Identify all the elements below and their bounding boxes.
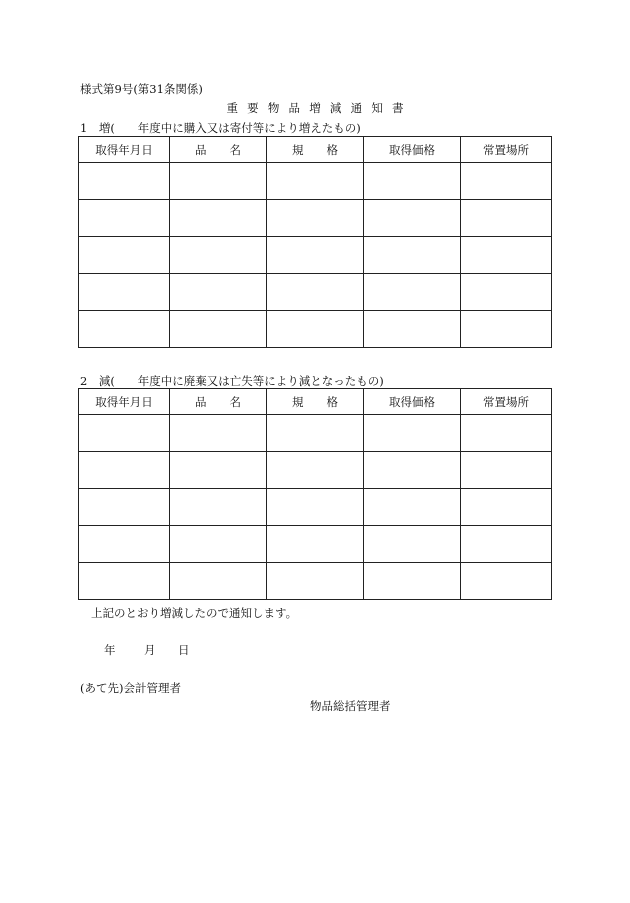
column-header-acquisition-price: 取得価格	[364, 137, 461, 163]
column-header-acquisition-date: 取得年月日	[79, 389, 170, 415]
table-row	[79, 563, 552, 600]
table-cell	[461, 237, 552, 274]
column-header-acquisition-date: 取得年月日	[79, 137, 170, 163]
table-cell	[461, 489, 552, 526]
table-cell	[364, 200, 461, 237]
column-header-acquisition-price: 取得価格	[364, 389, 461, 415]
table-cell	[79, 415, 170, 452]
table-cell	[267, 489, 364, 526]
table-row	[79, 163, 552, 200]
table-cell	[79, 489, 170, 526]
decrease-table	[78, 388, 552, 600]
table-row	[79, 237, 552, 274]
table-cell	[267, 526, 364, 563]
section-increase-heading: 1 増( 年度中に購入又は寄付等により増えたもの)	[80, 121, 361, 135]
table-cell	[364, 163, 461, 200]
form-number: 様式第9号(第31条関係)	[80, 82, 203, 96]
table-cell	[461, 200, 552, 237]
date-month-label: 月	[144, 643, 156, 657]
increase-table	[78, 136, 552, 348]
column-header-location: 常置場所	[461, 389, 552, 415]
table-cell	[170, 274, 267, 311]
sender: 物品総括管理者	[310, 699, 391, 713]
table-cell	[79, 237, 170, 274]
column-header-specification: 規 格	[267, 137, 364, 163]
table-row	[79, 489, 552, 526]
table-cell	[364, 415, 461, 452]
table-cell	[170, 563, 267, 600]
table-row	[79, 311, 552, 348]
table-cell	[267, 452, 364, 489]
addressee: (あて先)会計管理者	[80, 681, 181, 695]
table-cell	[461, 274, 552, 311]
date-year-label: 年	[104, 643, 116, 657]
table-cell	[267, 274, 364, 311]
table-cell	[170, 237, 267, 274]
table-cell	[170, 200, 267, 237]
table-cell	[364, 526, 461, 563]
table-cell	[267, 163, 364, 200]
table-cell	[461, 415, 552, 452]
table-cell	[364, 237, 461, 274]
table-cell	[267, 311, 364, 348]
section-decrease-heading: 2 減( 年度中に廃棄又は亡失等により減となったもの)	[80, 374, 384, 388]
table-cell	[364, 311, 461, 348]
increase-table-header	[79, 137, 552, 163]
column-header-item-name: 品 名	[170, 137, 267, 163]
table-cell	[461, 163, 552, 200]
table-cell	[364, 452, 461, 489]
table-row	[79, 415, 552, 452]
column-header-specification: 規 格	[267, 389, 364, 415]
table-cell	[79, 274, 170, 311]
table-cell	[79, 163, 170, 200]
table-cell	[170, 526, 267, 563]
table-row	[79, 274, 552, 311]
table-cell	[170, 415, 267, 452]
table-cell	[267, 200, 364, 237]
table-cell	[364, 274, 461, 311]
table-cell	[170, 311, 267, 348]
table-cell	[170, 452, 267, 489]
table-row	[79, 200, 552, 237]
table-cell	[79, 311, 170, 348]
notice-text: 上記のとおり増減したので通知します。	[91, 606, 298, 620]
table-cell	[461, 526, 552, 563]
table-row	[79, 452, 552, 489]
table-cell	[170, 163, 267, 200]
date-line	[104, 642, 190, 658]
column-header-item-name: 品 名	[170, 389, 267, 415]
table-cell	[461, 452, 552, 489]
table-cell	[267, 237, 364, 274]
table-cell	[79, 526, 170, 563]
date-day-label: 日	[178, 643, 190, 657]
table-cell	[79, 563, 170, 600]
table-cell	[461, 311, 552, 348]
table-cell	[364, 489, 461, 526]
column-header-location: 常置場所	[461, 137, 552, 163]
table-cell	[461, 563, 552, 600]
table-row	[79, 526, 552, 563]
table-cell	[79, 452, 170, 489]
table-cell	[170, 489, 267, 526]
table-cell	[79, 200, 170, 237]
table-cell	[267, 415, 364, 452]
decrease-table-header	[79, 389, 552, 415]
table-cell	[267, 563, 364, 600]
document-title: 重要物品増減通知書	[226, 101, 413, 115]
table-cell	[364, 563, 461, 600]
